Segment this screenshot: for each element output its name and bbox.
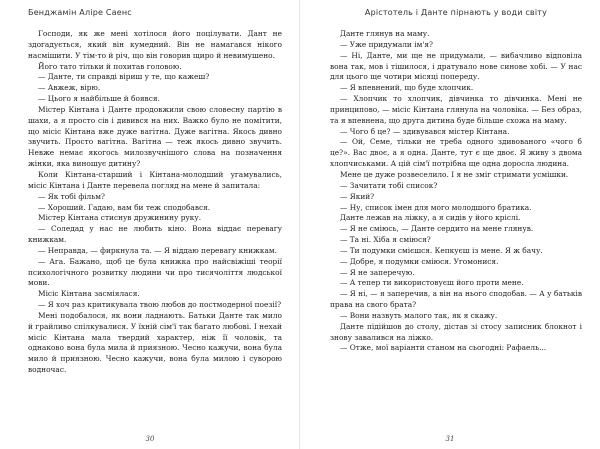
paragraph: — Ні, Данте, ми ще не придумали, — вибачливо відповіла вона так, мов і тішилося, і дратувало нове синове хобі. — У нас для цього ще чотири місяці попереду. — [330, 50, 582, 82]
paragraph: — Данте, ти справді віриш у те, що кажеш? — [38, 72, 210, 82]
paragraph: — А тепер ти використовуєш його проти мене. — [340, 278, 524, 288]
paragraph: — Неправда, — фиркнула та. — Я віддаю перевагу книжкам. — [38, 245, 277, 255]
paragraph: — Чого б це? — здивувався містер Кінтана. — [340, 126, 510, 136]
paragraph: — Авжеж, вірю. — [38, 83, 101, 93]
paragraph: — Я впевнений, що буде хлопчик. — [340, 83, 474, 93]
paragraph: Данте лежав на ліжку, а я сидів у його кріслі. — [340, 213, 521, 223]
right-page — [300, 0, 600, 449]
paragraph: — Та ні. Хіба я сміюся? — [340, 235, 431, 245]
paragraph: — Я не заперечую. — [340, 267, 415, 277]
paragraph: Містер Кінтана і Данте продовжили свою словесну партію в шахи, а я просто сів і дивився на них. Важко було не помітити, що місіс Кінтана вже дуже вагітна. Дуже вагітна. Якось дивно звучить. Просто вагітна. Вагітна — теж якось дивно звучить. Невже немає якогось милозвучнішого слова на позначення жінки, яка виношує дитину? — [28, 104, 282, 169]
paragraph: Данте глянув на маму. — [340, 29, 430, 38]
paragraph: — Який? — [340, 191, 375, 201]
paragraph: Мені подобалося, як вони ладнають. Батьки Данте так мило й грайливо спілкувалися. У їхній сім'ї так багато любові. І нехай місіс Кінтана мала твердий характер, ніж її чоловік, та однаково вона була мила й приязною. Чесно кажучи, вона була мило й приязною. Чесно кажучи, вона була милою і суворою водночас. — [28, 310, 282, 375]
paragraph: — Ой, Семе, тільки не треба одного здивованого «чого б це?». Вас двоє, а я одна. Данте, тут є ще двоє. Я живу з двома хлопчиськами. А цій сім'ї потрібна ще одна доросла людина. — [330, 137, 582, 169]
paragraph: — Як тобі фільм? — [38, 191, 105, 201]
paragraph: — Ага. Бажано, щоб це була книжка про найсвіжіші теорії психологічного розвитку людини чи про тисячоліття людської мови. — [28, 256, 282, 288]
paragraph: — Зачитати тобі список? — [340, 180, 438, 190]
paragraph: Містер Кінтана стиснув дружинину руку. — [38, 213, 202, 223]
paragraph: — Вони назвуть малого так, як я скажу. — [340, 310, 498, 320]
paragraph: — Цього я найбільше й боявся. — [38, 94, 160, 104]
right-running-head: Арістотель і Данте пірнають у води світу — [364, 8, 548, 17]
paragraph: Господи, як же мені хотілося його поцілувати. Дант не здогадується, який він кумедний. Він не намагався нікого насмішити. У тім-то й річ, що він говорив щиро й невимушено. — [28, 29, 282, 60]
right-body-text — [330, 29, 582, 354]
paragraph: — Я не сміюсь, — Данте сердито на мене глянув. — [340, 224, 534, 234]
paragraph: — Добре, я подумки сміюся. Угомонися. — [340, 256, 499, 266]
left-running-head: Бенджамін Аліре Саенс — [28, 8, 132, 17]
paragraph: — Хлопчик то хлопчик, дівчинка то дівчинка. Мені не принципово, — місіс Кінтана глянула на чоловіка. — Без образ, та я впевнена, що друга дитина буде більше схожа на маму. — [330, 94, 582, 125]
right-page-number: 31 — [445, 435, 455, 443]
paragraph: — Ти подумки смієшся. Кепкуєш із мене. Я ж бачу. — [340, 245, 543, 255]
paragraph: — Соледад у нас не любить кіно. Вона віддає перевагу книжкам. — [28, 224, 282, 245]
paragraph: — Я хоч раз критикувала твою любов до постмодерної поезії? — [38, 300, 282, 310]
paragraph: — Я ні, — я заперечив, а він на нього сподобав. — А у батьків права на свого брата? — [330, 289, 582, 310]
paragraph: Його тато тільки й похитав головою. — [38, 61, 182, 71]
left-page-number: 30 — [145, 435, 155, 443]
paragraph: — Хороший. Гадаю, вам би теж сподобався. — [38, 202, 211, 212]
paragraph: Мене це дуже розвеселило. І я не зміг стримати усмішки. — [340, 169, 569, 179]
paragraph: — Отже, мої варіанти станом на сьогодні: Рафаель... — [340, 343, 547, 353]
paragraph: — Уже придумали ім'я? — [340, 39, 433, 49]
paragraph: — Ну, список імен для мого молодшого братика. — [340, 202, 532, 212]
paragraph: Данте підійшов до столу, дістав зі стосу записник блокнот і знову завалився на ліжко. — [330, 321, 582, 342]
paragraph: Коли Кінтана-старший і Кінтана-молодший угамувались, місіс Кінтана і Данте перевела погляд на мене й запитала: — [28, 169, 282, 190]
paragraph: Місіс Кінтана засміялася. — [38, 289, 140, 299]
left-body-text — [28, 29, 282, 376]
